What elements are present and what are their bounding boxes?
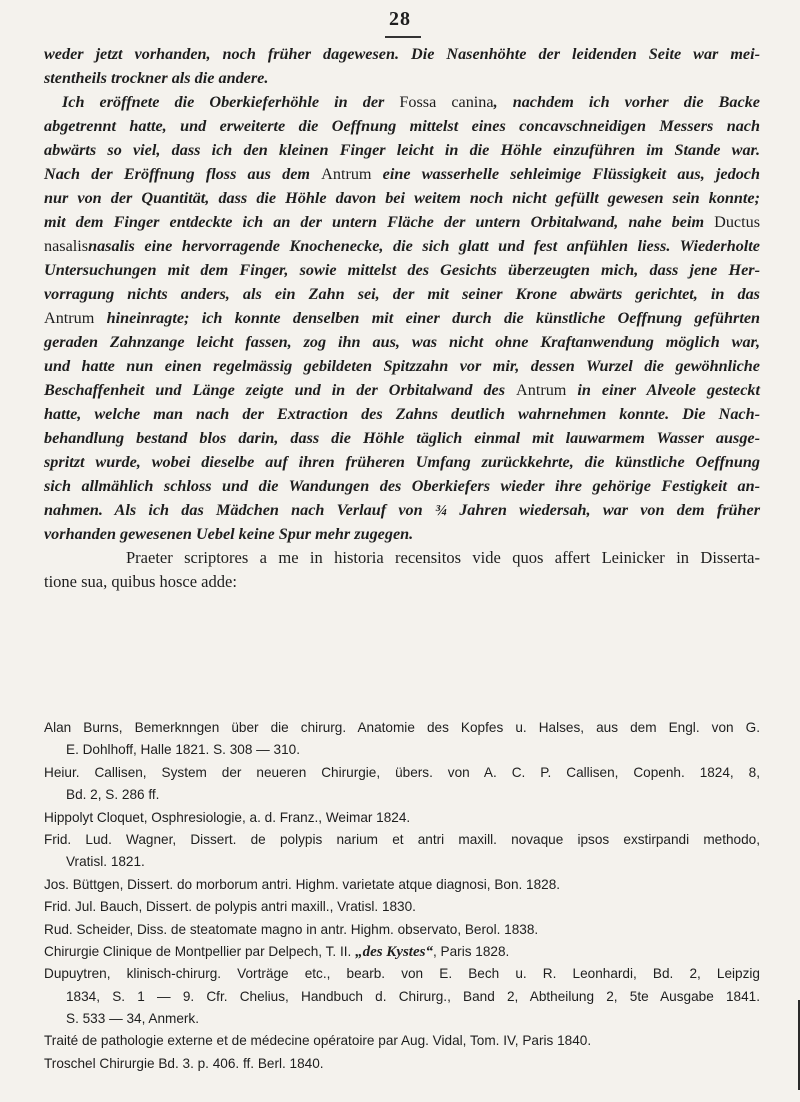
text-line: vorhanden gewesenen Uebel keine Spur mehr zugegen. [44,525,414,543]
reference-entry: Rud. Scheider, Diss. de steatomate magno in antr. Highm. observato, Berol. 1838. [44,921,539,937]
reference-entry: Dupuytren, klinisch-chirurg. Vorträge etc., bearb. von E. Bech u. R. Leonhardi, Bd. 2, Leipzig [44,966,760,982]
reference-continuation: Vratisl. 1821. [66,854,145,870]
reference-entry: Frid. Jul. Bauch, Dissert. de polypis antri maxill., Vratisl. 1830. [44,899,416,915]
reference-entry: Traité de pathologie externe et de médecine opératoire par Aug. Vidal, Tom. IV, Paris 1840. [44,1033,592,1049]
reference-continuation: S. 533 — 34, Anmerk. [66,1011,199,1027]
term-ductus: Ductus [714,213,760,231]
text-line: weder jetzt vorhanden, noch früher dagewesen. Die Nasenhöhte der leidenden Seite war mei- [44,45,760,63]
reference-continuation: 1834, S. 1 — 9. Cfr. Chelius, Handbuch d. Chirurg., Band 2, Abtheilung 2, 5te Ausgabe 1841. [66,988,760,1004]
text-line: geraden Zahnzange leicht fassen, zog ihn aus, was nicht ohne Kraftanwendung möglich war, [44,333,760,351]
text-line: nahmen. Als ich das Mädchen nach Verlauf von ¾ Jahren wiedersah, war von dem früher [44,501,760,519]
reference-entry: Jos. Büttgen, Dissert. do morborum antri. Highm. varietate atque diagnosi, Bon. 1828. [44,876,561,892]
text-line: Antrum hineinragte; ich konnte denselben mit einer durch die künstliche Oeffnung geführten [44,309,761,327]
reference-continuation: E. Dohlhoff, Halle 1821. S. 308 — 310. [66,742,301,758]
reference-entry: Heiur. Callisen, System der neueren Chirurgie, übers. von A. C. P. Callisen, Copenh. 1824, 8, [44,764,760,780]
text-line: behandlung bestand blos darin, dass die Höhle täglich einmal mit lauwarmem Wasser ausge- [44,429,760,447]
reference-entry: Alan Burns, Bemerknngen über die chirurg. Anatomie des Kopfes u. Halses, aus dem Engl. von G. [44,720,760,735]
reference-entry: Frid. Lud. Wagner, Dissert. de polypis narium et antri maxill. novaque ipsos exstirpandi methodo, [44,831,760,847]
text-line: abwärts so viel, dass ich den kleinen Finger leicht in die Höhle einzuführen im Stande war. [44,141,760,159]
text-line: Nach der Eröffnung floss aus dem Antrum eine wasserhelle sehleimige Flüssigkeit aus, jedoch [44,165,760,183]
text-line: und hatte nun einen regelmässig gebildeten Spitzzahn vor mir, dessen Wurzel die gewöhnliche [44,357,760,375]
praeter-line: Praeter scriptores a me in historia recensitos vide quos affert Leinicker in Disserta- [126,548,760,567]
page-number-rule [385,36,421,38]
term-antrum: Antrum [516,381,567,399]
text-line: nur von der Quantität, dass die Höhle davon bei weitem noch nicht gefüllt gewesen sein konnte; [44,189,760,207]
text-line: Ich eröffnete die Oberkieferhöhle in der Fossa canina, nachdem ich vorher die Backe [62,93,760,111]
term-antrum: Antrum [44,309,95,327]
term-antrum: Antrum [321,165,372,183]
text-line: stentheils trockner als die andere. [44,69,269,87]
text-line: Untersuchungen mit dem Finger, sowie mittelst des Gesichts überzeugten mich, dass jene Her- [44,261,760,279]
page-number: 28 [389,8,411,30]
text-line: abgetrennt hatte, und erweiterte die Oeffnung mittelst eines concavschneidigen Messers nach [44,117,760,135]
reference-entry: Troschel Chirurgie Bd. 3. p. 406. ff. Berl. 1840. [44,1055,324,1071]
reference-italic-title: „des Kystes“ [355,943,433,960]
reference-continuation: Bd. 2, S. 286 ff. [66,787,160,803]
text-line: nasalisnasalis eine hervorragende Knochenecke, die sich glatt und fest anfühlen liess. Wiederholte [44,237,760,255]
term-alveole: Alveole gesteckt [646,381,761,399]
term-nasalis: nasalis [44,237,89,255]
reference-list [44,717,760,1075]
text-line: sich allmählich schloss und die Wandungen des Oberkiefers wieder ihre gehörige Festigkeit an- [44,477,760,495]
text-line: hatte, welche man nach der Extraction des Zahns deutlich wahrnehmen konnte. Die Nach- [44,405,760,423]
text-line: mit dem Finger entdeckte ich an der untern Fläche der untern Orbitalwand, nahe beim Ductus [44,213,760,231]
reference-entry: Chirurgie Clinique de Montpellier par Delpech, T. II. „des Kystes“, Paris 1828. [44,943,510,960]
text-line: vorragung nichts anders, als ein Zahn sei, der mit seiner Krone abwärts gerichtet, in das [44,285,760,303]
reference-entry: Hippolyt Cloquet, Osphresiologie, a. d. Franz., Weimar 1824. [44,809,411,825]
term-fossa-canina: Fossa canina [399,93,494,111]
praeter-line: tione sua, quibus hosce adde: [44,572,237,591]
text-line: spritzt wurde, wobei dieselbe auf ihren früheren Umfang zurückkehrte, die künstliche Oeffnung [44,453,760,471]
text-line: Beschaffenheit und Länge zeigte und in der Orbitalwand des Antrum in einer Alveole gesteckt [44,381,761,399]
main-paragraph [44,42,760,594]
